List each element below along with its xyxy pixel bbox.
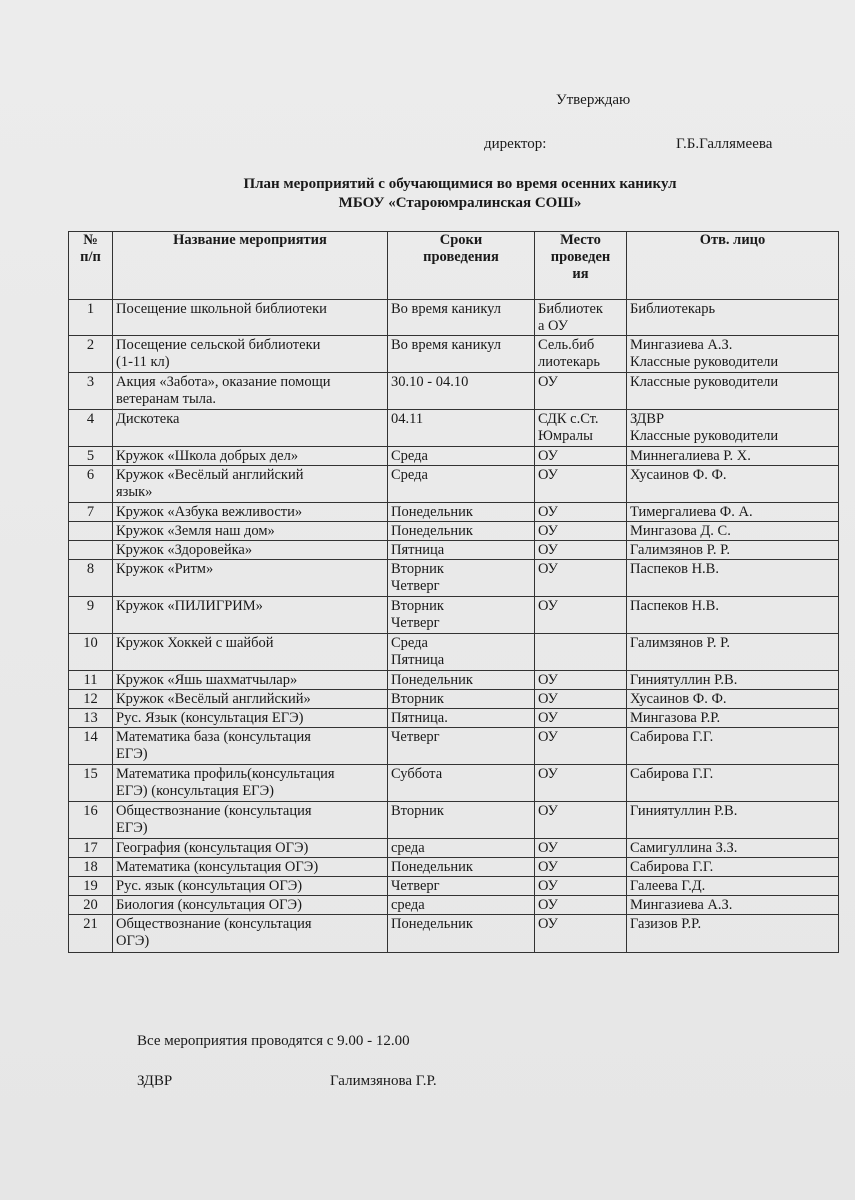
row-dates: среда [388,896,535,915]
row-place: ОУ [535,765,627,802]
row-number: 12 [69,690,113,709]
row-place: ОУ [535,728,627,765]
row-dates: Понедельник [388,522,535,541]
director-label: директор: [484,136,547,152]
row-responsible: Классные руководители [627,373,839,410]
row-event-name: Математика база (консультация ЕГЭ) [113,728,388,765]
table-row [69,560,839,597]
table-row [69,522,839,541]
row-event-name: География (консультация ОГЭ) [113,839,388,858]
row-responsible: Сабирова Г.Г. [627,728,839,765]
row-dates: 30.10 - 04.10 [388,373,535,410]
row-number: 3 [69,373,113,410]
table-row [69,915,839,953]
table-row [69,336,839,373]
row-dates: Во время каникул [388,336,535,373]
row-dates: Во время каникул [388,300,535,336]
row-responsible: Паспеков Н.В. [627,597,839,634]
row-number: 21 [69,915,113,953]
row-place: ОУ [535,915,627,953]
director-name: Г.Б.Галлямеева [676,136,773,152]
school-name: МБОУ «Староюмралинская СОШ» [338,195,582,211]
table-row [69,858,839,877]
header-event-name: Название мероприятия [113,232,388,300]
row-event-name: Обществознание (консультация ЕГЭ) [113,802,388,839]
row-responsible: Галимзянов Р. Р. [627,634,839,671]
row-event-name: Кружок «Ритм» [113,560,388,597]
row-event-name: Кружок «Азбука вежливости» [113,503,388,522]
row-number: 16 [69,802,113,839]
row-place: ОУ [535,858,627,877]
row-dates: Суббота [388,765,535,802]
row-place: Библиотек а ОУ [535,300,627,336]
row-responsible: Галимзянов Р. Р. [627,541,839,560]
table-row [69,373,839,410]
row-number: 17 [69,839,113,858]
row-dates: 04.11 [388,410,535,447]
row-dates: Четверг [388,877,535,896]
row-event-name: Биология (консультация ОГЭ) [113,896,388,915]
row-dates: Понедельник [388,858,535,877]
table-row [69,447,839,466]
row-dates: Вторник Четверг [388,560,535,597]
row-place: Сель.биб лиотекарь [535,336,627,373]
table-row [69,877,839,896]
row-dates: Среда [388,447,535,466]
table-row [69,839,839,858]
row-place: ОУ [535,541,627,560]
row-dates: Понедельник [388,503,535,522]
row-responsible: Библиотекарь [627,300,839,336]
row-number: 15 [69,765,113,802]
row-place: ОУ [535,802,627,839]
row-place: ОУ [535,690,627,709]
row-number: 11 [69,671,113,690]
row-event-name: Математика (консультация ОГЭ) [113,858,388,877]
table-row [69,541,839,560]
row-event-name: Посещение сельской библиотеки (1-11 кл) [113,336,388,373]
row-number: 1 [69,300,113,336]
row-number: 9 [69,597,113,634]
signer-role: ЗДВР [137,1073,173,1089]
row-place [535,634,627,671]
row-place: ОУ [535,597,627,634]
document-title: План мероприятий с обучающимися во время осенних каникул [243,176,677,192]
events-table [68,231,839,953]
row-place: ОУ [535,839,627,858]
row-dates: Пятница [388,541,535,560]
row-event-name: Математика профиль(консультация ЕГЭ) (консультация ЕГЭ) [113,765,388,802]
row-place: ОУ [535,466,627,503]
row-responsible: Галеева Г.Д. [627,877,839,896]
row-number: 20 [69,896,113,915]
row-event-name: Рус. Язык (консультация ЕГЭ) [113,709,388,728]
row-dates: Четверг [388,728,535,765]
row-dates: Среда [388,466,535,503]
row-dates: Среда Пятница [388,634,535,671]
row-place: ОУ [535,877,627,896]
row-responsible: Сабирова Г.Г. [627,765,839,802]
row-place: СДК с.Ст. Юмралы [535,410,627,447]
row-responsible: Гиниятуллин Р.В. [627,802,839,839]
row-dates: Пятница. [388,709,535,728]
table-row [69,765,839,802]
row-number: 6 [69,466,113,503]
row-responsible: Сабирова Г.Г. [627,858,839,877]
row-responsible: Гиниятуллин Р.В. [627,671,839,690]
row-dates: Вторник Четверг [388,597,535,634]
row-number: 14 [69,728,113,765]
row-responsible: Мингазова Д. С. [627,522,839,541]
row-responsible: ЗДВР Классные руководители [627,410,839,447]
row-dates: Вторник [388,802,535,839]
table-row [69,896,839,915]
table-row [69,690,839,709]
table-row [69,634,839,671]
row-dates: среда [388,839,535,858]
row-event-name: Посещение школьной библиотеки [113,300,388,336]
row-place: ОУ [535,373,627,410]
row-dates: Понедельник [388,915,535,953]
row-responsible: Хусаинов Ф. Ф. [627,466,839,503]
row-number [69,541,113,560]
row-responsible: Миннегалиева Р. Х. [627,447,839,466]
header-dates: Сроки проведения [388,232,535,300]
row-responsible: Хусаинов Ф. Ф. [627,690,839,709]
table-row [69,709,839,728]
row-responsible: Мингазиева А.З. [627,896,839,915]
row-responsible: Газизов Р.Р. [627,915,839,953]
time-note: Все мероприятия проводятся с 9.00 - 12.00 [137,1033,410,1049]
row-number: 19 [69,877,113,896]
row-dates: Вторник [388,690,535,709]
table-row [69,597,839,634]
row-number: 4 [69,410,113,447]
table-row [69,802,839,839]
row-event-name: Кружок Хоккей с шайбой [113,634,388,671]
row-event-name: Кружок «Земля наш дом» [113,522,388,541]
table-row [69,410,839,447]
row-number: 2 [69,336,113,373]
row-place: ОУ [535,503,627,522]
table-row [69,728,839,765]
row-event-name: Кружок «Весёлый английский язык» [113,466,388,503]
row-number: 7 [69,503,113,522]
header-responsible: Отв. лицо [627,232,839,300]
table-row [69,503,839,522]
approve-label: Утверждаю [556,92,631,108]
row-event-name: Обществознание (консультация ОГЭ) [113,915,388,953]
row-event-name: Акция «Забота», оказание помощи ветеранам тыла. [113,373,388,410]
table-row [69,671,839,690]
row-number: 5 [69,447,113,466]
row-number: 13 [69,709,113,728]
row-event-name: Дискотека [113,410,388,447]
row-event-name: Рус. язык (консультация ОГЭ) [113,877,388,896]
row-number: 10 [69,634,113,671]
signer-name: Галимзянова Г.Р. [330,1073,437,1089]
row-place: ОУ [535,896,627,915]
row-responsible: Мингазова Р.Р. [627,709,839,728]
row-number: 8 [69,560,113,597]
row-place: ОУ [535,709,627,728]
row-dates: Понедельник [388,671,535,690]
table-header-row [69,232,839,300]
row-event-name: Кружок «ПИЛИГРИМ» [113,597,388,634]
row-responsible: Тимергалиева Ф. А. [627,503,839,522]
table-row [69,466,839,503]
row-place: ОУ [535,560,627,597]
row-number [69,522,113,541]
row-number: 18 [69,858,113,877]
header-number: № п/п [69,232,113,300]
row-event-name: Кружок «Яшь шахматчылар» [113,671,388,690]
row-event-name: Кружок «Здоровейка» [113,541,388,560]
row-place: ОУ [535,671,627,690]
row-place: ОУ [535,447,627,466]
table-row [69,300,839,336]
header-place: Место проведен ия [535,232,627,300]
row-event-name: Кружок «Школа добрых дел» [113,447,388,466]
row-responsible: Мингазиева А.З. Классные руководители [627,336,839,373]
row-place: ОУ [535,522,627,541]
row-responsible: Паспеков Н.В. [627,560,839,597]
row-event-name: Кружок «Весёлый английский» [113,690,388,709]
row-responsible: Самигуллина З.З. [627,839,839,858]
